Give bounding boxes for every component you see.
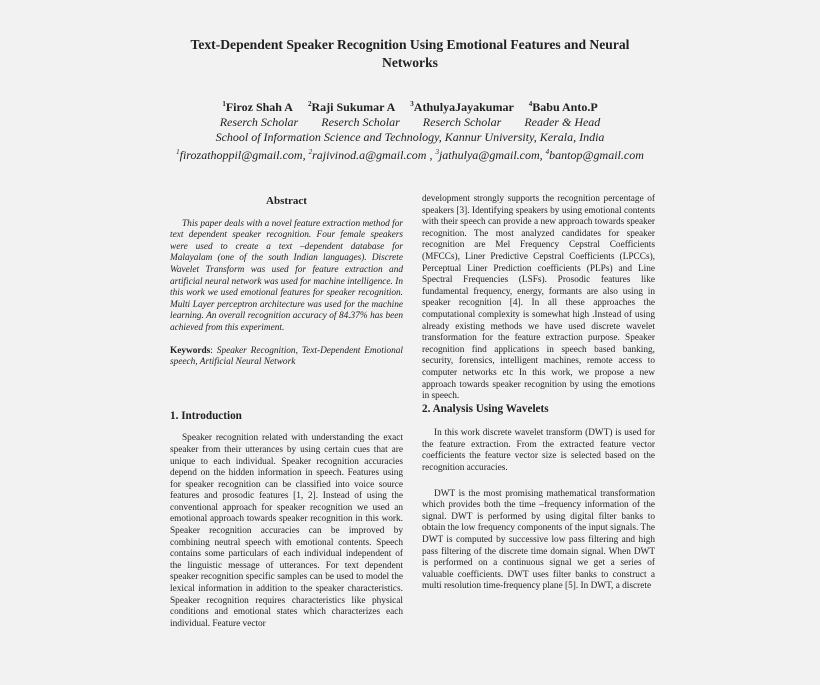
wavelets-paragraph-1: In this work discrete wavelet transform (DWT) is used for the feature extraction. From the extracted feature vector coefficients the feature vector size is selected based on the recognition accuracies. — [422, 428, 655, 474]
author-4-role: Reader & Head — [524, 115, 601, 129]
keywords: Keywords: Speaker Recognition, Text-Dependent Emotional speech, Artificial Neural Network — [170, 345, 403, 368]
author-4: $^4$Babu Anto.P — [528, 100, 598, 114]
paper-header — [0, 36, 820, 163]
right-column — [422, 194, 655, 593]
abstract-heading: Abstract — [266, 195, 307, 207]
email-4: $^4$bantop@gmail.com — [545, 148, 644, 162]
author-2-role: Reserch Scholar — [321, 115, 400, 129]
email-1: $^1$firozathoppil@gmail.com, — [176, 148, 309, 162]
keywords-label: Keywords — [170, 345, 211, 356]
author-2: $^2$Raji Sukumar A — [307, 100, 396, 114]
email-3: $^3$jathulya@gmail.com, — [435, 148, 546, 162]
introduction-heading: 1. Introduction — [170, 409, 242, 422]
wavelets-heading: 2. Analysis Using Wavelets — [422, 402, 549, 415]
author-3-role: Reserch Scholar — [422, 115, 502, 129]
keywords-text: Speaker Recognition, Text-Dependent Emotional speech, Artificial Neural Network — [170, 345, 403, 368]
wavelets-paragraph-2: DWT is the most promising mathematical transformation which provides both the time –frequency information of the signal. DWT is performed by using digital filter banks to obtain the low frequency components of the input signals. The DWT is computed by successive low pass filtering and high pass filtering of the discrete time domain signal. When DWT is performed on a continuous signal we get a series of valuable coefficients. DWT uses filter banks to construct a multi resolution time-frequency plane [5]. In DWT, a discrete — [422, 488, 655, 592]
author-block — [0, 97, 820, 163]
abstract-body: This paper deals with a novel feature extraction method for text dependent speaker recognition. Four female speakers were used to create a text –dependent database for Malayalam (one of the south Indian languages). Discrete Wavelet Transform was used for feature extraction and artificial neural network was used for machine intelligence. In this work we used emotional features for speaker recognition. Multi Layer perceptron architecture was used for the machine learning. An overall recognition accuracy of 84.37% has been achieved from this experiment. — [170, 218, 403, 333]
author-1-role: Reserch Scholar — [219, 115, 299, 129]
email-2: $^2$rajivinod.a@gmail.com , — [308, 148, 436, 162]
introduction-continuation: development strongly supports the recognition percentage of speakers [3]. Identifying speakers by using emotional contents with their speech can provide a new approach towards speaker recognition. The most analyzed candidates for speaker recognition are Mel Frequency Cepstral Coefficients (MFCCs), Liner Predictive Cepstral Coefficients (LPCCs), Perceptual Liner Prediction coefficients (PLPs) and Line Spectral Frequencies (LSFs). Prosodic features like fundamental frequency, energy, formants are also using in speaker recognition [4]. In all these approaches the computational complexity is somewhat high .Instead of using already existing methods we have used discrete wavelet transformation for the feature extraction purpose. Speaker recognition find applications in speech based banking, security, forensics, intelligent machines, remote access to computer networks etc In this work, we propose a new approach towards speaker recognition by using the emotions in speech. — [422, 194, 655, 402]
author-roles — [0, 115, 820, 130]
paper-title: Text-Dependent Speaker Recognition Using Emotional Features and Neural Networks — [190, 37, 630, 70]
author-3: $^3$AthulyaJayakumar — [410, 100, 514, 114]
left-column — [170, 194, 403, 630]
author-1: $^1$Firoz Shah A — [222, 100, 293, 114]
affiliation: School of Information Science and Technology, Kannur University, Kerala, India — [215, 130, 605, 144]
author-emails — [0, 145, 820, 163]
author-names — [0, 97, 820, 115]
introduction-body: Speaker recognition related with understanding the exact speaker from their utterances by using certain cues that are unique to each individual. Speaker recognition accuracies depend on the hidden information in speech. Features using for speaker recognition can be classified into voice source features and prosodic features [1, 2]. Instead of using the conventional approach for speaker recognition we used an emotional approach towards speaker recognition in this work. Speaker recognition accuracies can be improved by combining neutral speech with emotional contents. Speech contains some particulars of each individual independent of the linguistic message of utterances. For text dependent speaker recognition specific samples can be used to model the lexical information in addition to the speaker characteristics. Speaker recognition requires characteristics like physical conditions and emotional states which characterizes each individual. Feature vector — [170, 433, 403, 629]
